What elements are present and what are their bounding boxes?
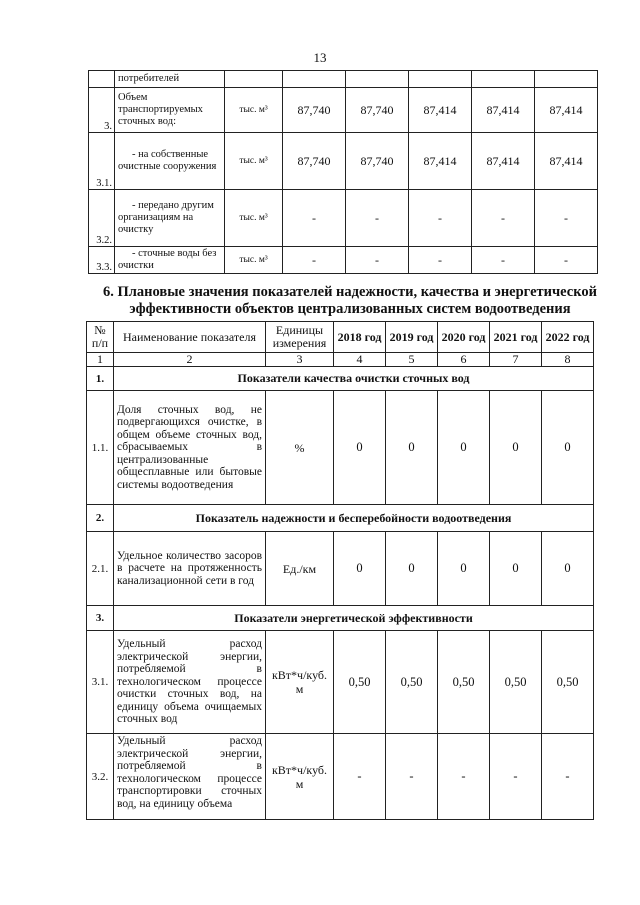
row-number: 3. <box>89 88 115 133</box>
column-index: 7 <box>490 353 542 367</box>
row-number: 2.1. <box>87 532 114 606</box>
indicator-name: Доля сточных вод, не подвергающихся очистке, в общем объеме сточных вод, сбрасываемых в централизованные общесплавные или бытовые системы водоотведения <box>114 391 266 505</box>
row-name: - передано другим организациям на очистку <box>115 190 225 247</box>
value-cell: 0 <box>386 391 438 505</box>
value-cell: - <box>283 247 346 274</box>
transport-volume-table <box>88 70 598 274</box>
column-index: 8 <box>542 353 594 367</box>
indicator-name: Удельное количество засоров в расчете на протяженность канализационной сети в год <box>114 532 266 606</box>
value-cell: - <box>346 190 409 247</box>
section-title-line: 6. Плановые значения показателей надежности, качества и энергетической <box>103 284 597 300</box>
column-index: 3 <box>266 353 334 367</box>
indicator-unit: % <box>266 391 334 505</box>
section-title-line: эффективности объектов централизованных систем водоотведения <box>129 301 571 317</box>
value-cell: 0 <box>334 532 386 606</box>
value-cell: 87,414 <box>472 88 535 133</box>
header-year: 2022 год <box>542 322 594 353</box>
value-cell: 0 <box>438 391 490 505</box>
column-index: 1 <box>87 353 114 367</box>
row-number: 3.3. <box>89 247 115 274</box>
value-cell: 87,414 <box>535 88 598 133</box>
row-name: потребителей <box>115 71 225 88</box>
row-number: 3.2. <box>87 734 114 820</box>
value-cell: - <box>283 190 346 247</box>
value-cell: 0 <box>386 532 438 606</box>
header-unit: Единицы измерения <box>266 322 334 353</box>
row-unit: тыс. м³ <box>225 247 283 274</box>
value-cell: 0,50 <box>386 631 438 734</box>
indicators-table <box>86 321 594 820</box>
section-number: 1. <box>87 367 114 391</box>
value-cell: 0 <box>542 532 594 606</box>
column-index-row <box>87 353 594 367</box>
row-number <box>89 71 115 88</box>
section-row <box>87 505 594 532</box>
value-cell: 0,50 <box>542 631 594 734</box>
value-cell <box>283 71 346 88</box>
value-cell: - <box>535 247 598 274</box>
header-year: 2019 год <box>386 322 438 353</box>
value-cell <box>409 71 472 88</box>
value-cell: - <box>472 247 535 274</box>
value-cell: - <box>346 247 409 274</box>
value-cell: 0 <box>334 391 386 505</box>
row-unit: тыс. м³ <box>225 88 283 133</box>
value-cell: 87,414 <box>409 133 472 190</box>
table-row <box>87 532 594 606</box>
section-row <box>87 367 594 391</box>
row-name: Объем транспортируемых сточных вод: <box>115 88 225 133</box>
value-cell: - <box>409 190 472 247</box>
row-unit: тыс. м³ <box>225 190 283 247</box>
section-heading: Показатели качества очистки сточных вод <box>114 367 594 391</box>
value-cell: - <box>409 247 472 274</box>
value-cell: 87,414 <box>535 133 598 190</box>
row-number: 3.1. <box>87 631 114 734</box>
header-number: № п/п <box>87 322 114 353</box>
value-cell: 87,414 <box>472 133 535 190</box>
column-index: 5 <box>386 353 438 367</box>
table-row <box>89 190 598 247</box>
value-cell <box>535 71 598 88</box>
indicator-unit: кВт*ч/куб. м <box>266 734 334 820</box>
table-row <box>87 734 594 820</box>
section-title <box>60 284 640 318</box>
indicator-unit: кВт*ч/куб. м <box>266 631 334 734</box>
value-cell: - <box>334 734 386 820</box>
value-cell: 0,50 <box>490 631 542 734</box>
value-cell: - <box>542 734 594 820</box>
value-cell: - <box>386 734 438 820</box>
value-cell: - <box>472 190 535 247</box>
indicator-name: Удельный расход электрической энергии, потребляемой в технологическом процессе транспортировки сточных вод, на единицу объема <box>114 734 266 820</box>
table-row <box>89 88 598 133</box>
indicator-name: Удельный расход электрической энергии, потребляемой в технологическом процессе очистки сточных вод, на единицу объема очищаемых сточных вод <box>114 631 266 734</box>
table-header-row <box>87 322 594 353</box>
section-row <box>87 606 594 631</box>
row-name: - сточные воды без очистки <box>115 247 225 274</box>
column-index: 4 <box>334 353 386 367</box>
value-cell: 0 <box>542 391 594 505</box>
value-cell: 0,50 <box>334 631 386 734</box>
section-heading: Показатель надежности и бесперебойности водоотведения <box>114 505 594 532</box>
row-unit <box>225 71 283 88</box>
row-name: - на собственные очистные сооружения <box>115 133 225 190</box>
value-cell <box>346 71 409 88</box>
value-cell: 0,50 <box>438 631 490 734</box>
value-cell: 0 <box>490 532 542 606</box>
header-name: Наименование показателя <box>114 322 266 353</box>
column-index: 6 <box>438 353 490 367</box>
row-number: 1.1. <box>87 391 114 505</box>
header-year: 2018 год <box>334 322 386 353</box>
value-cell: 87,740 <box>283 133 346 190</box>
row-number: 3.1. <box>89 133 115 190</box>
value-cell: 87,740 <box>346 88 409 133</box>
column-index: 2 <box>114 353 266 367</box>
value-cell: 87,414 <box>409 88 472 133</box>
row-number: 3.2. <box>89 190 115 247</box>
value-cell <box>472 71 535 88</box>
value-cell: - <box>535 190 598 247</box>
table-row <box>87 391 594 505</box>
indicator-unit: Ед./км <box>266 532 334 606</box>
table-row <box>89 71 598 88</box>
value-cell: - <box>490 734 542 820</box>
value-cell: 0 <box>490 391 542 505</box>
row-unit: тыс. м³ <box>225 133 283 190</box>
value-cell: 87,740 <box>283 88 346 133</box>
table-row <box>89 247 598 274</box>
header-year: 2021 год <box>490 322 542 353</box>
table-row <box>87 631 594 734</box>
section-number: 2. <box>87 505 114 532</box>
section-heading: Показатели энергетической эффективности <box>114 606 594 631</box>
value-cell: 0 <box>438 532 490 606</box>
table-row <box>89 133 598 190</box>
section-number: 3. <box>87 606 114 631</box>
header-year: 2020 год <box>438 322 490 353</box>
value-cell: 87,740 <box>346 133 409 190</box>
value-cell: - <box>438 734 490 820</box>
page-number: 13 <box>313 50 327 65</box>
